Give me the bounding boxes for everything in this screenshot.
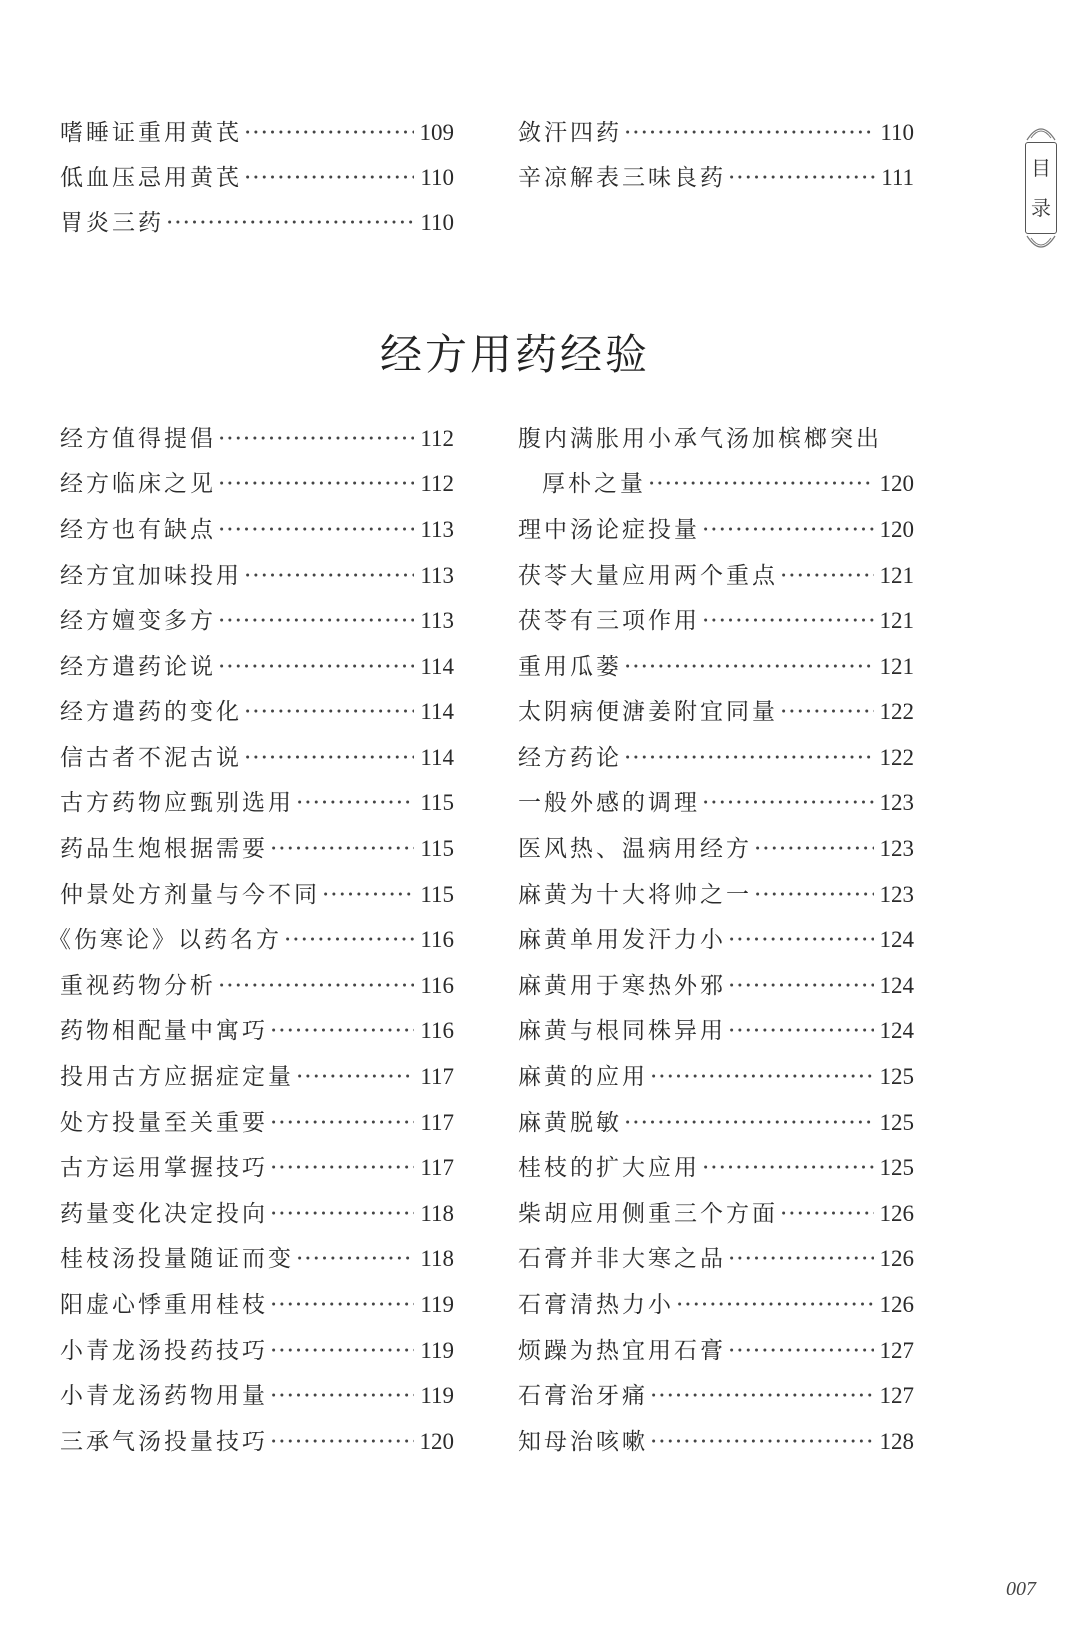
entry-title: 古方药物应甄别选用 bbox=[60, 790, 294, 816]
toc-entry[interactable] bbox=[60, 648, 454, 681]
entry-title: 石膏并非大寒之品 bbox=[518, 1246, 726, 1272]
toc-entry[interactable] bbox=[518, 739, 914, 772]
toc-entry[interactable] bbox=[60, 1104, 454, 1137]
section-side-tab bbox=[1021, 118, 1061, 258]
toc-entry[interactable] bbox=[518, 159, 914, 192]
entry-page: 120 bbox=[419, 1429, 454, 1454]
toc-entry[interactable] bbox=[518, 921, 914, 954]
entry-page: 116 bbox=[420, 973, 454, 998]
entry-page: 121 bbox=[879, 608, 914, 633]
toc-entry[interactable] bbox=[60, 557, 454, 590]
toc-entry[interactable] bbox=[60, 784, 454, 817]
entry-title: 重视药物分析 bbox=[60, 973, 216, 999]
entry-title: 经方值得提倡 bbox=[60, 426, 216, 452]
entry-title: 麻黄与根同株异用 bbox=[518, 1018, 726, 1044]
entry-title: 桂枝汤投量随证而变 bbox=[60, 1246, 294, 1272]
entry-page: 117 bbox=[420, 1064, 454, 1089]
toc-entry[interactable] bbox=[60, 830, 454, 863]
entry-page: 123 bbox=[879, 790, 914, 815]
toc-entry[interactable] bbox=[518, 114, 914, 147]
side-tab-char-1: 目 bbox=[1031, 156, 1051, 180]
toc-entry[interactable] bbox=[518, 693, 914, 726]
toc-entry[interactable] bbox=[60, 1195, 454, 1228]
toc-entry[interactable] bbox=[518, 1195, 914, 1228]
toc-entry[interactable] bbox=[518, 830, 914, 863]
entry-title: 太阴病便溏姜附宜同量 bbox=[518, 699, 778, 725]
entry-title: 柴胡应用侧重三个方面 bbox=[518, 1201, 778, 1227]
entry-title: 麻黄为十大将帅之一 bbox=[518, 882, 752, 908]
entry-page: 113 bbox=[420, 563, 454, 588]
entry-page: 125 bbox=[879, 1110, 914, 1135]
entry-title: 低血压忌用黄芪 bbox=[60, 165, 242, 191]
entry-title: 重用瓜蒌 bbox=[518, 654, 622, 680]
entry-page: 112 bbox=[420, 426, 454, 451]
entry-page: 119 bbox=[420, 1292, 454, 1317]
entry-title: 麻黄的应用 bbox=[518, 1064, 648, 1090]
entry-title: 辛凉解表三味良药 bbox=[518, 165, 726, 191]
entry-page: 127 bbox=[879, 1338, 914, 1363]
toc-entry[interactable] bbox=[60, 739, 454, 772]
toc-entry[interactable] bbox=[518, 1104, 914, 1137]
entry-title: 药量变化决定投向 bbox=[60, 1201, 268, 1227]
toc-entry[interactable] bbox=[518, 1240, 914, 1273]
entry-title: 一般外感的调理 bbox=[518, 790, 700, 816]
entry-title: 药物相配量中寓巧 bbox=[60, 1018, 268, 1044]
toc-entry[interactable] bbox=[518, 1377, 914, 1410]
toc-entry[interactable] bbox=[60, 511, 454, 544]
side-tab-label bbox=[1025, 142, 1057, 234]
entry-title-line1[interactable]: 腹内满胀用小承气汤加槟榔突出 bbox=[518, 426, 882, 452]
entry-page: 119 bbox=[420, 1383, 454, 1408]
entry-page: 125 bbox=[879, 1064, 914, 1089]
entry-page: 120 bbox=[879, 471, 914, 496]
toc-entry[interactable] bbox=[518, 511, 914, 544]
entry-title: 经方临床之见 bbox=[60, 471, 216, 497]
toc-entry[interactable] bbox=[60, 1240, 454, 1273]
toc-entry[interactable] bbox=[60, 876, 454, 909]
entry-title: 小青龙汤投药技巧 bbox=[60, 1338, 268, 1364]
toc-entry[interactable] bbox=[60, 159, 454, 192]
entry-page: 115 bbox=[420, 790, 454, 815]
toc-entry[interactable] bbox=[60, 1149, 454, 1182]
entry-page: 125 bbox=[879, 1155, 914, 1180]
entry-title: 麻黄用于寒热外邪 bbox=[518, 973, 726, 999]
entry-page: 124 bbox=[879, 927, 914, 952]
section-title: 经方用药经验 bbox=[379, 330, 650, 379]
page-number: 007 bbox=[1006, 1578, 1036, 1600]
toc-entry[interactable] bbox=[60, 1286, 454, 1319]
toc-entry[interactable] bbox=[518, 648, 914, 681]
entry-page: 110 bbox=[420, 165, 454, 190]
entry-title: 经方宜加味投用 bbox=[60, 563, 242, 589]
entry-title: 胃炎三药 bbox=[60, 210, 164, 236]
entry-title: 经方嬗变多方 bbox=[60, 608, 216, 634]
entry-page: 115 bbox=[420, 836, 454, 861]
entry-page: 124 bbox=[879, 973, 914, 998]
entry-title: 嗜睡证重用黄芪 bbox=[60, 120, 242, 146]
toc-entry[interactable] bbox=[518, 967, 914, 1000]
entry-page: 117 bbox=[420, 1155, 454, 1180]
toc-entry[interactable] bbox=[518, 876, 914, 909]
entry-page: 116 bbox=[420, 927, 454, 952]
toc-entry[interactable] bbox=[518, 1058, 914, 1091]
toc-entry[interactable] bbox=[60, 602, 454, 635]
entry-page: 128 bbox=[879, 1429, 914, 1454]
entry-title: 三承气汤投量技巧 bbox=[60, 1429, 268, 1455]
entry-title: 敛汗四药 bbox=[518, 120, 622, 146]
toc-entry[interactable] bbox=[60, 693, 454, 726]
entry-page: 126 bbox=[879, 1246, 914, 1271]
entry-page: 122 bbox=[879, 699, 914, 724]
entry-page: 114 bbox=[420, 745, 454, 770]
entry-page: 110 bbox=[880, 120, 914, 145]
toc-entry[interactable] bbox=[60, 1332, 454, 1365]
entry-title: 桂枝的扩大应用 bbox=[518, 1155, 700, 1181]
entry-page: 120 bbox=[879, 517, 914, 542]
entry-title: 知母治咳嗽 bbox=[518, 1429, 648, 1455]
toc-entry[interactable] bbox=[518, 784, 914, 817]
entry-title: 古方运用掌握技巧 bbox=[60, 1155, 268, 1181]
toc-entry[interactable] bbox=[518, 1332, 914, 1365]
entry-page: 117 bbox=[420, 1110, 454, 1135]
entry-page: 110 bbox=[420, 210, 454, 235]
entry-title: 麻黄单用发汗力小 bbox=[518, 927, 726, 953]
entry-page: 115 bbox=[420, 882, 454, 907]
entry-title: 经方药论 bbox=[518, 745, 622, 771]
toc-entry[interactable] bbox=[518, 602, 914, 635]
entry-title: 处方投量至关重要 bbox=[60, 1110, 268, 1136]
entry-page: 124 bbox=[879, 1018, 914, 1043]
entry-title: 石膏治牙痛 bbox=[518, 1383, 648, 1409]
entry-page: 112 bbox=[420, 471, 454, 496]
entry-page: 109 bbox=[419, 120, 454, 145]
entry-page: 116 bbox=[420, 1018, 454, 1043]
entry-title: 医风热、温病用经方 bbox=[518, 836, 752, 862]
entry-page: 113 bbox=[420, 517, 454, 542]
entry-page: 121 bbox=[879, 563, 914, 588]
toc-entry[interactable] bbox=[518, 1286, 914, 1319]
entry-title: 药品生炮根据需要 bbox=[60, 836, 268, 862]
entry-title: 阳虚心悸重用桂枝 bbox=[60, 1292, 268, 1318]
entry-title: 经方也有缺点 bbox=[60, 517, 216, 543]
entry-page: 118 bbox=[420, 1201, 454, 1226]
entry-title: 茯苓有三项作用 bbox=[518, 608, 700, 634]
entry-page: 114 bbox=[420, 654, 454, 679]
entry-title: 经方遣药论说 bbox=[60, 654, 216, 680]
toc-entry[interactable] bbox=[60, 204, 454, 237]
entry-page: 121 bbox=[879, 654, 914, 679]
entry-page: 119 bbox=[420, 1338, 454, 1363]
toc-entry[interactable] bbox=[60, 465, 454, 498]
entry-title: 经方遣药的变化 bbox=[60, 699, 242, 725]
toc-entry[interactable] bbox=[60, 1058, 454, 1091]
entry-page: 126 bbox=[879, 1292, 914, 1317]
entry-title: 投用古方应据症定量 bbox=[60, 1064, 294, 1090]
entry-page: 123 bbox=[879, 882, 914, 907]
toc-entry[interactable] bbox=[60, 967, 454, 1000]
entry-title: 信古者不泥古说 bbox=[60, 745, 242, 771]
entry-title: 烦躁为热宜用石膏 bbox=[518, 1338, 726, 1364]
entry-page: 118 bbox=[420, 1246, 454, 1271]
entry-page: 114 bbox=[420, 699, 454, 724]
entry-page: 111 bbox=[881, 165, 914, 190]
entry-page: 122 bbox=[879, 745, 914, 770]
entry-page: 113 bbox=[420, 608, 454, 633]
toc-entry[interactable] bbox=[60, 1012, 454, 1045]
toc-entry[interactable] bbox=[518, 557, 914, 590]
entry-title: 仲景处方剂量与今不同 bbox=[60, 882, 320, 908]
toc-entry[interactable] bbox=[48, 921, 454, 954]
entry-title: 麻黄脱敏 bbox=[518, 1110, 622, 1136]
toc-entry[interactable] bbox=[60, 1423, 454, 1456]
entry-title: 石膏清热力小 bbox=[518, 1292, 674, 1318]
entry-title: 《伤寒论》以药名方 bbox=[48, 927, 282, 953]
side-tab-char-2: 录 bbox=[1031, 196, 1051, 220]
entry-page: 123 bbox=[879, 836, 914, 861]
toc-entry[interactable] bbox=[542, 465, 914, 498]
toc-entry[interactable] bbox=[518, 1423, 914, 1456]
entry-title: 厚朴之量 bbox=[542, 471, 646, 497]
entry-title: 茯苓大量应用两个重点 bbox=[518, 563, 778, 589]
toc-entry[interactable] bbox=[60, 114, 454, 147]
toc-entry[interactable] bbox=[60, 1377, 454, 1410]
toc-entry[interactable] bbox=[518, 1012, 914, 1045]
entry-page: 126 bbox=[879, 1201, 914, 1226]
entry-page: 127 bbox=[879, 1383, 914, 1408]
toc-entry[interactable] bbox=[60, 420, 454, 453]
entry-title: 理中汤论症投量 bbox=[518, 517, 700, 543]
toc-entry[interactable] bbox=[518, 1149, 914, 1182]
entry-title: 小青龙汤药物用量 bbox=[60, 1383, 268, 1409]
